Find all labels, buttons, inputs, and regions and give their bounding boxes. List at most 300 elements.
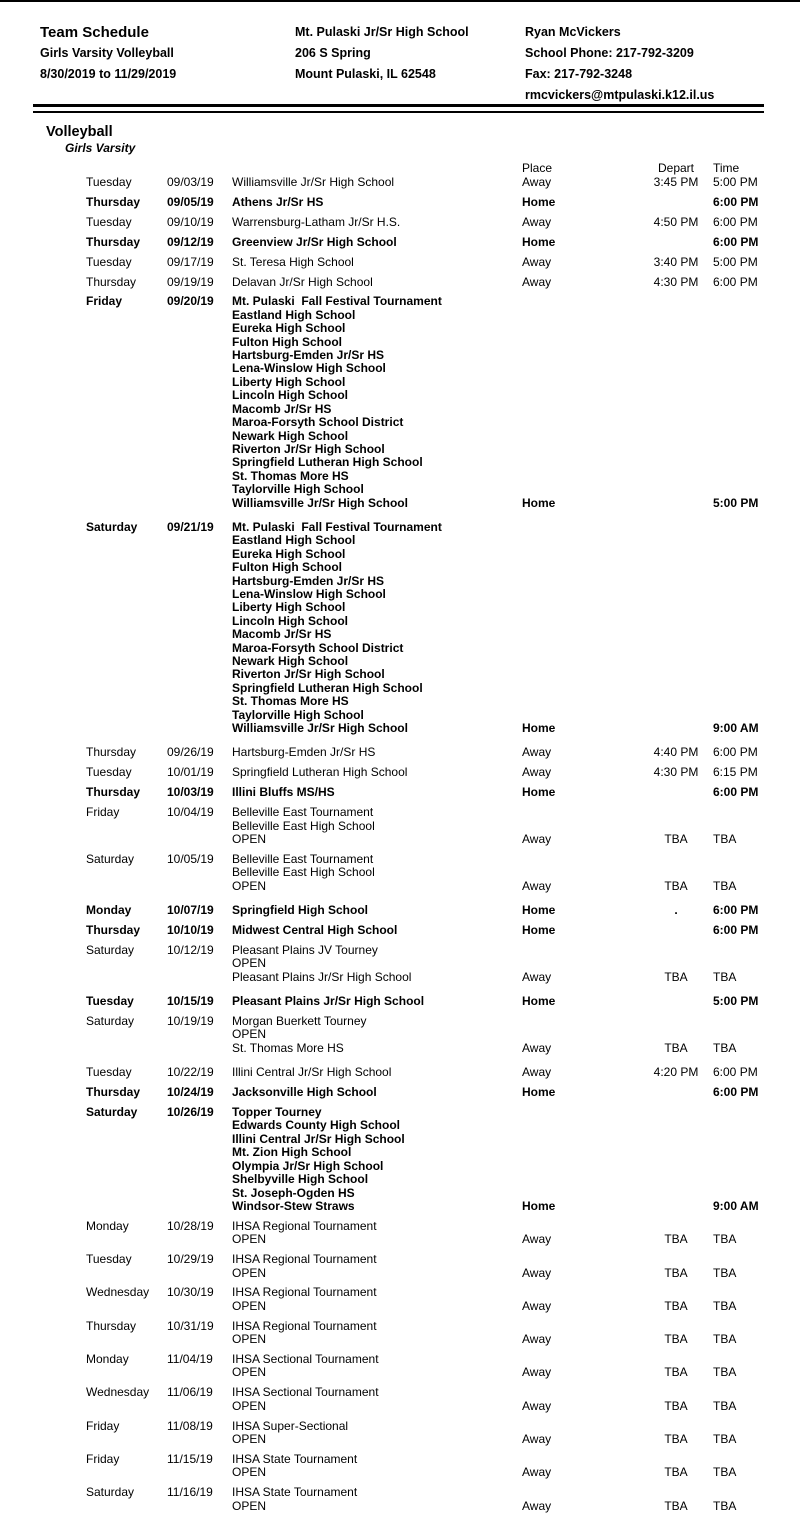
opponent-line: Lincoln High School [232,388,348,403]
opponent-line: Springfield Lutheran High School [232,765,408,780]
schedule-row [0,1453,800,1480]
opponent-line: Illini Central Jr/Sr High School [232,1131,405,1146]
header-divider [33,104,764,113]
row-place: Away [522,1232,552,1247]
row-day: Thursday [86,1085,141,1100]
row-place: Away [522,1040,552,1055]
opponent-line: Olympia Jr/Sr High School [232,1158,384,1173]
row-opponent [232,1015,532,1055]
row-day: Tuesday [86,765,132,780]
row-date: 10/12/19 [167,942,214,957]
row-opponent [232,1106,532,1213]
opponent-line: Macomb Jr/Sr HS [232,401,332,416]
schedule-row [0,1253,800,1280]
row-opponent [232,521,532,736]
row-place: Away [522,765,552,780]
opponent-line: St. Thomas More HS [232,1040,344,1055]
top-border-rule [0,0,800,2]
row-day: Tuesday [86,1252,132,1267]
schedule-row [0,521,800,736]
row-opponent [232,806,532,846]
opponent-line: Eureka High School [232,321,346,336]
row-depart: TBA [664,1398,688,1413]
row-date: 10/19/19 [167,1014,214,1029]
row-place: Away [522,1265,552,1280]
report-date-range: 8/30/2019 to 11/29/2019 [40,67,177,81]
opponent-line: Topper Tourney [232,1105,322,1120]
row-time: TBA [713,1265,737,1280]
row-depart: TBA [664,1265,688,1280]
schedule-row [0,176,800,189]
row-place: Away [522,1465,552,1480]
opponent-line: OPEN [232,1298,267,1313]
opponent-line: Hartsburg-Emden Jr/Sr HS [232,348,385,363]
row-day: Thursday [86,1318,137,1333]
schedule-row [0,236,800,249]
report-title: Team Schedule [40,24,149,41]
opponent-line: IHSA State Tournament [232,1452,358,1466]
row-depart: TBA [664,969,688,984]
row-time: TBA [713,1398,737,1413]
schedule-row [0,256,800,269]
report-team: Girls Varsity Volleyball [40,46,174,60]
opponent-line: Riverton Jr/Sr High School [232,441,385,456]
row-opponent [232,944,532,984]
schedule-row [0,295,800,510]
school-city: Mount Pulaski, IL 62548 [295,67,436,81]
row-opponent [232,1220,532,1247]
section-sport-title: Volleyball [46,124,113,140]
school-address: 206 S Spring [295,46,371,60]
opponent-line: Pleasant Plains JV Tourney [232,942,378,957]
row-time: 5:00 PM [713,175,758,189]
opponent-line: Pleasant Plains Jr/Sr High School [232,994,425,1009]
row-opponent [232,1066,532,1079]
opponent-line: Fulton High School [232,334,342,349]
row-date: 11/04/19 [167,1352,213,1367]
row-opponent [232,1253,532,1280]
opponent-line: Warrensburg-Latham Jr/Sr H.S. [232,214,401,229]
row-place: Home [522,194,556,209]
opponent-line: OPEN [232,1465,267,1480]
opponent-line: OPEN [232,831,267,846]
row-opponent [232,1486,532,1513]
opponent-line: Williamsville Jr/Sr High School [232,495,408,510]
column-header-depart: Depart [657,161,695,175]
row-day: Tuesday [86,175,132,189]
row-date: 10/07/19 [167,903,214,918]
row-place: Away [522,1065,552,1080]
row-depart: TBA [664,1365,688,1380]
row-day: Saturday [86,1485,135,1500]
opponent-line: Pleasant Plains Jr/Sr High School [232,969,412,984]
opponent-line: Macomb Jr/Sr HS [232,627,332,642]
opponent-line: Jacksonville High School [232,1085,377,1100]
schedule-row [0,766,800,779]
opponent-line: St. Thomas More HS [232,694,349,709]
contact-fax: Fax: 217-792-3248 [525,67,633,81]
row-time: 6:00 PM [713,1085,759,1100]
row-time: TBA [713,1365,737,1380]
row-opponent [232,786,532,799]
opponent-line: Belleville East High School [232,865,375,880]
schedule-row [0,196,800,209]
row-place: Home [522,495,556,510]
schedule-row [0,1286,800,1313]
row-day: Friday [86,1452,120,1466]
opponent-line: Eastland High School [232,533,356,548]
opponent-line: OPEN [232,1365,267,1380]
schedule-row [0,276,800,289]
row-day: Tuesday [86,1065,132,1080]
row-opponent [232,904,532,917]
opponent-line: Springfield Lutheran High School [232,455,423,470]
schedule-row [0,1353,800,1380]
row-date: 10/22/19 [167,1065,214,1080]
row-time: 5:00 PM [713,495,759,510]
row-time: TBA [713,1298,737,1313]
opponent-line: IHSA Regional Tournament [232,1318,377,1333]
opponent-line: Windsor-Stew Straws [232,1198,355,1213]
row-place: Home [522,1198,556,1213]
row-day: Thursday [86,234,141,249]
row-time: 6:00 PM [713,214,758,229]
opponent-line: OPEN [232,1398,267,1413]
opponent-line: St. Teresa High School [232,254,354,269]
row-date: 10/10/19 [167,923,214,937]
row-place: Away [522,1498,552,1513]
opponent-line: Newark High School [232,654,349,668]
row-depart: 3:45 PM [653,175,699,189]
row-time: TBA [713,1498,737,1513]
opponent-line: Liberty High School [232,600,346,615]
row-depart: 4:30 PM [653,274,699,289]
row-day: Tuesday [86,214,132,229]
row-date: 10/29/19 [167,1252,214,1267]
opponent-line: Morgan Buerkett Tourney [232,1014,367,1029]
row-opponent [232,236,532,249]
row-opponent [232,924,532,937]
row-opponent [232,766,532,779]
schedule-row [0,1220,800,1247]
row-date: 10/26/19 [167,1105,214,1120]
section-team-title: Girls Varsity [65,141,136,155]
opponent-line: Williamsville Jr/Sr High School [232,721,408,736]
schedule-row [0,1320,800,1347]
row-time: 6:00 PM [713,274,758,289]
row-time: 6:00 PM [713,903,759,918]
row-time: 5:00 PM [713,994,759,1009]
row-opponent [232,256,532,269]
row-place: Home [522,785,556,800]
row-depart: TBA [664,878,688,893]
row-day: Friday [86,294,123,309]
schedule-row [0,1420,800,1447]
schedule-row [0,1086,800,1099]
row-place: Home [522,234,556,249]
row-place: Away [522,1432,552,1447]
row-opponent [232,1420,532,1447]
contact-name: Ryan McVickers [525,25,621,39]
row-day: Saturday [86,1014,135,1029]
schedule-row [0,904,800,917]
row-opponent [232,995,532,1008]
row-date: 11/06/19 [167,1385,213,1400]
row-depart: TBA [664,1232,688,1247]
row-time: TBA [713,831,737,846]
row-day: Monday [86,903,132,918]
row-opponent [232,276,532,289]
row-day: Thursday [86,745,137,760]
row-day: Monday [86,1218,129,1233]
schedule-row [0,995,800,1008]
schedule-row [0,1386,800,1413]
row-day: Wednesday [86,1385,150,1400]
row-place: Home [522,923,556,937]
row-place: Home [522,994,556,1009]
row-time: 6:00 PM [713,1065,758,1080]
opponent-line: Lena-Winslow High School [232,586,386,601]
opponent-line: OPEN [232,1265,267,1280]
row-opponent [232,176,532,189]
opponent-line: Taylorville High School [232,707,364,722]
opponent-line: IHSA Regional Tournament [232,1218,377,1233]
opponent-line: OPEN [232,1432,267,1447]
opponent-line: OPEN [232,956,267,971]
row-place: Away [522,831,552,846]
row-time: 9:00 AM [713,1198,759,1213]
opponent-line: Belleville East High School [232,818,375,833]
schedule-row [0,1066,800,1079]
schedule-row [0,1486,800,1513]
schedule-row [0,786,800,799]
row-place: Home [522,903,556,918]
opponent-line: St. Thomas More HS [232,468,349,483]
opponent-line: Midwest Central High School [232,923,398,937]
row-day: Thursday [86,274,137,289]
opponent-line: IHSA State Tournament [232,1485,358,1500]
row-day: Thursday [86,923,141,937]
row-date: 09/12/19 [167,234,214,249]
opponent-line: Mt. Pulaski Fall Festival Tournament [232,294,442,309]
row-depart: TBA [664,1498,688,1513]
row-date: 10/01/19 [167,765,214,780]
row-date: 09/26/19 [167,745,214,760]
schedule-row [0,1106,800,1213]
row-place: Away [522,214,552,229]
row-opponent [232,853,532,893]
opponent-line: Delavan Jr/Sr High School [232,274,373,289]
school-name: Mt. Pulaski Jr/Sr High School [295,25,469,39]
row-date: 11/15/19 [167,1452,213,1466]
row-date: 09/20/19 [167,294,214,309]
row-depart: TBA [664,1040,688,1055]
schedule-row [0,746,800,759]
opponent-line: Eureka High School [232,546,346,561]
opponent-line: Shelbyville High School [232,1172,369,1187]
row-date: 10/05/19 [167,851,214,866]
opponent-line: OPEN [232,878,267,893]
opponent-line: Eastland High School [232,307,356,322]
row-day: Saturday [86,851,135,866]
opponent-line: Riverton Jr/Sr High School [232,667,385,682]
row-time: TBA [713,1432,737,1447]
row-depart: TBA [664,1465,688,1480]
row-date: 11/08/19 [167,1418,213,1433]
row-opponent [232,1386,532,1413]
row-depart: 4:40 PM [653,745,699,760]
schedule-row [0,924,800,937]
row-depart: 3:40 PM [653,254,699,269]
row-time: 9:00 AM [713,721,759,736]
contact-email: rmcvickers@mtpulaski.k12.il.us [525,88,715,102]
row-opponent [232,196,532,209]
opponent-line: Springfield Lutheran High School [232,680,423,695]
opponent-line: Belleville East Tournament [232,805,374,820]
opponent-line: Edwards County High School [232,1118,401,1133]
row-date: 10/31/19 [167,1318,214,1333]
row-depart: 4:30 PM [653,765,699,780]
row-day: Tuesday [86,254,132,269]
row-depart: TBA [664,1332,688,1347]
row-date: 09/19/19 [167,274,214,289]
opponent-line: Lena-Winslow High School [232,361,386,376]
row-opponent [232,1320,532,1347]
schedule-row [0,853,800,893]
schedule-body [0,124,800,1520]
column-header-place: Place [522,161,553,175]
header-school-info [295,22,469,85]
schedule-row [0,944,800,984]
row-date: 10/28/19 [167,1218,214,1233]
row-place: Home [522,721,556,736]
schedule-row [0,1015,800,1055]
opponent-line: IHSA Sectional Tournament [232,1385,379,1400]
row-date: 09/17/19 [167,254,214,269]
opponent-line: Maroa-Forsyth School District [232,415,404,430]
row-date: 09/10/19 [167,214,214,229]
contact-phone: School Phone: 217-792-3209 [525,46,694,60]
row-place: Away [522,969,552,984]
schedule-rows [0,176,800,1513]
row-place: Away [522,175,552,189]
opponent-line: Hartsburg-Emden Jr/Sr HS [232,745,376,760]
row-place: Home [522,1085,556,1100]
column-headers [0,162,800,176]
row-day: Thursday [86,785,141,800]
row-opponent [232,216,532,229]
row-date: 09/03/19 [167,175,214,189]
row-place: Away [522,254,552,269]
row-time: TBA [713,1332,737,1347]
divider-thin-line [33,111,764,113]
row-date: 09/21/19 [167,519,214,534]
opponent-line: Springfield High School [232,903,368,918]
row-day: Friday [86,1418,120,1433]
row-date: 09/05/19 [167,194,214,209]
row-depart: 4:50 PM [653,214,699,229]
row-time: TBA [713,1040,737,1055]
opponent-line: Fulton High School [232,560,342,575]
schedule-row [0,216,800,229]
row-opponent [232,1286,532,1313]
opponent-line: Taylorville High School [232,482,364,497]
opponent-line: OPEN [232,1232,267,1247]
opponent-line: Mt. Pulaski Fall Festival Tournament [232,519,442,534]
opponent-line: Liberty High School [232,374,346,389]
opponent-line: OPEN [232,1332,267,1347]
opponent-line: Newark High School [232,428,349,443]
row-date: 10/03/19 [167,785,214,800]
header-contact-info [525,22,714,106]
schedule-row [0,806,800,846]
opponent-line: Mt. Zion High School [232,1145,352,1160]
opponent-line: Maroa-Forsyth School District [232,640,404,655]
row-date: 10/15/19 [167,994,214,1009]
row-day: Saturday [86,519,138,534]
opponent-line: IHSA Super-Sectional [232,1418,349,1433]
row-time: 6:00 PM [713,923,759,937]
opponent-line: Illini Bluffs MS/HS [232,785,335,800]
row-time: TBA [713,1465,737,1480]
row-depart: TBA [664,831,688,846]
row-opponent [232,746,532,759]
row-time: TBA [713,1232,737,1247]
row-opponent [232,1453,532,1480]
row-time: 6:00 PM [713,194,759,209]
opponent-line: Lincoln High School [232,613,348,628]
row-place: Away [522,878,552,893]
header-report-info [40,22,176,85]
opponent-line: Athens Jr/Sr HS [232,194,324,209]
row-date: 10/04/19 [167,805,214,820]
row-date: 10/30/19 [167,1285,214,1300]
opponent-line: St. Joseph-Ogden HS [232,1185,355,1200]
row-time: 6:00 PM [713,745,758,760]
row-time: 6:15 PM [713,765,758,780]
opponent-line: Hartsburg-Emden Jr/Sr HS [232,573,385,588]
opponent-line: OPEN [232,1027,267,1042]
row-opponent [232,295,532,510]
row-day: Saturday [86,1105,138,1120]
row-opponent [232,1353,532,1380]
row-time: 6:00 PM [713,234,759,249]
opponent-line: Belleville East Tournament [232,851,374,866]
row-time: 5:00 PM [713,254,758,269]
row-time: TBA [713,878,737,893]
row-date: 10/24/19 [167,1085,214,1100]
row-day: Tuesday [86,994,134,1009]
row-date: 11/16/19 [167,1485,213,1500]
row-place: Away [522,1365,552,1380]
column-header-time: Time [713,161,740,175]
row-place: Away [522,745,552,760]
opponent-line: IHSA Sectional Tournament [232,1352,379,1367]
opponent-line: IHSA Regional Tournament [232,1285,377,1300]
row-day: Thursday [86,194,141,209]
row-day: Wednesday [86,1285,150,1300]
row-depart: . [674,903,678,918]
row-day: Monday [86,1352,129,1367]
row-time: TBA [713,969,737,984]
row-depart: TBA [664,1298,688,1313]
opponent-line: Greenview Jr/Sr High School [232,234,397,249]
row-time: 6:00 PM [713,785,759,800]
row-depart: 4:20 PM [653,1065,699,1080]
row-day: Saturday [86,942,135,957]
opponent-line: OPEN [232,1498,267,1513]
opponent-line: Williamsville Jr/Sr High School [232,175,395,189]
